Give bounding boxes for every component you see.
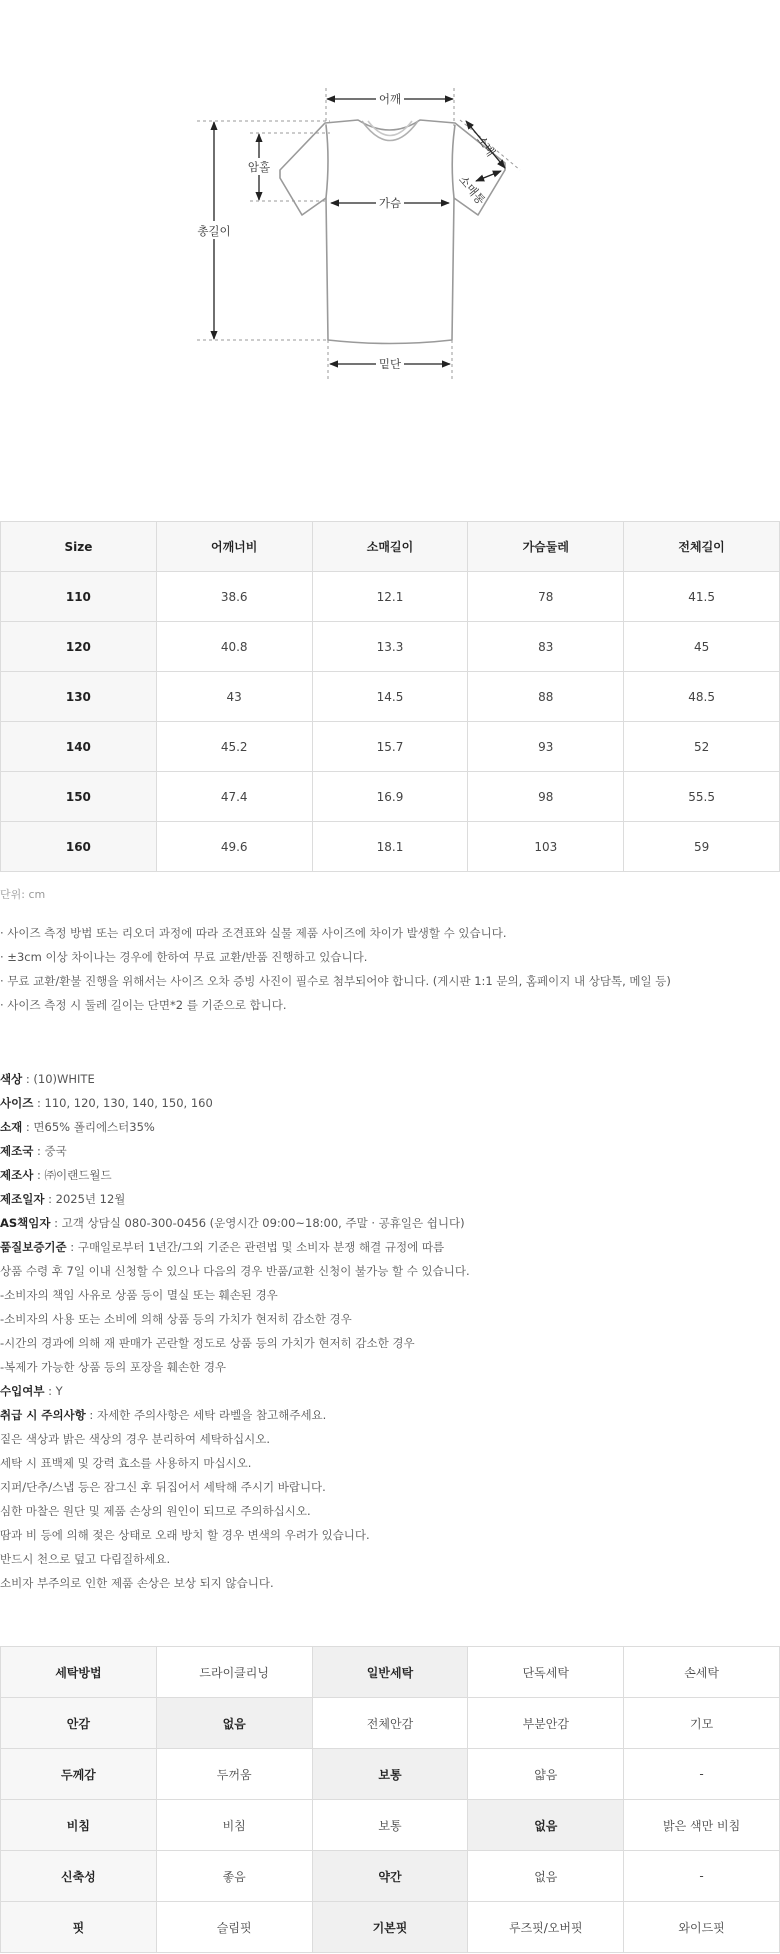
info-line xyxy=(0,1239,470,1263)
info-line xyxy=(0,1527,470,1551)
table-row xyxy=(1,672,780,722)
attribute-option: 루즈핏/오버핏 xyxy=(468,1902,624,1953)
measurement-cell: 78 xyxy=(468,572,624,622)
measurement-cell: 43 xyxy=(156,672,312,722)
unit-note: 단위: cm xyxy=(0,888,46,901)
note-item: · 사이즈 측정 시 둘레 길이는 단면*2 를 기준으로 합니다. xyxy=(0,998,287,1012)
measurement-cell: 88 xyxy=(468,672,624,722)
measurement-cell: 93 xyxy=(468,722,624,772)
attribute-option-selected: 약간 xyxy=(312,1851,468,1902)
armhole-label: 암홀 xyxy=(247,160,271,174)
measurement-cell: 13.3 xyxy=(312,622,468,672)
attribute-header: 비침 xyxy=(1,1800,157,1851)
measurement-cell: 41.5 xyxy=(624,572,780,622)
attribute-option: 와이드핏 xyxy=(624,1902,780,1953)
size-notes xyxy=(0,925,671,1021)
attribute-option: 단독세탁 xyxy=(468,1647,624,1698)
attribute-header: 핏 xyxy=(1,1902,157,1953)
measurement-cell: 15.7 xyxy=(312,722,468,772)
info-value: : 2025년 12월 xyxy=(44,1192,126,1206)
attribute-option: 손세탁 xyxy=(624,1647,780,1698)
note-item: · ±3cm 이상 차이나는 경우에 한하여 무료 교환/반품 진행하고 있습니다. xyxy=(0,950,368,964)
table-row xyxy=(1,1698,780,1749)
measurement-cell: 59 xyxy=(624,822,780,872)
info-value: : Y xyxy=(44,1384,63,1398)
attribute-option: 전체안감 xyxy=(312,1698,468,1749)
size-table-header: Size xyxy=(1,522,157,572)
info-value: : 고객 상담실 080-300-0456 (운영시간 09:00~18:00, 주말 · 공휴일은 쉽니다) xyxy=(50,1216,465,1230)
info-line xyxy=(0,1095,470,1119)
size-table-header: 소매길이 xyxy=(312,522,468,572)
info-line xyxy=(0,1383,470,1407)
info-value: 반드시 천으로 덮고 다림질하세요. xyxy=(0,1552,171,1566)
info-line xyxy=(0,1311,470,1335)
info-line xyxy=(0,1479,470,1503)
table-row xyxy=(1,1800,780,1851)
info-label: 소재 xyxy=(0,1120,23,1134)
measurement-cell: 48.5 xyxy=(624,672,780,722)
measurement-cell: 40.8 xyxy=(156,622,312,672)
info-line xyxy=(0,1143,470,1167)
size-cell: 120 xyxy=(1,622,157,672)
attribute-option: 보통 xyxy=(312,1800,468,1851)
tshirt-outline-icon xyxy=(280,120,505,344)
measurement-cell: 16.9 xyxy=(312,772,468,822)
info-value: : 자세한 주의사항은 세탁 라벨을 참고해주세요. xyxy=(85,1408,327,1422)
info-label: 제조일자 xyxy=(0,1192,45,1206)
attribute-option: 드라이클리닝 xyxy=(156,1647,312,1698)
total-length-label: 총길이 xyxy=(197,224,231,238)
info-value: 지퍼/단추/스냅 등은 잠그신 후 뒤집어서 세탁해 주시기 바랍니다. xyxy=(0,1480,326,1494)
table-row xyxy=(1,822,780,872)
note-item: · 무료 교환/환불 진행을 위해서는 사이즈 오차 증빙 사진이 필수로 첨부되어야 합니다. (게시판 1:1 문의, 홈페이지 내 상담톡, 메일 등) xyxy=(0,974,671,988)
info-value: 세탁 시 표백제 및 강력 효소를 사용하지 마십시오. xyxy=(0,1456,252,1470)
attribute-option: 좋음 xyxy=(156,1851,312,1902)
info-value: 짙은 색상과 밝은 색상의 경우 분리하여 세탁하십시오. xyxy=(0,1432,270,1446)
table-row xyxy=(1,1647,780,1698)
size-cell: 110 xyxy=(1,572,157,622)
info-value: 심한 마찰은 원단 및 제품 손상의 원인이 되므로 주의하십시오. xyxy=(0,1504,311,1518)
measurement-cell: 45.2 xyxy=(156,722,312,772)
attribute-option-selected: 없음 xyxy=(156,1698,312,1749)
attribute-option: 두꺼움 xyxy=(156,1749,312,1800)
sleeve-opening-label: 소매통 xyxy=(455,172,489,208)
info-line xyxy=(0,1119,470,1143)
shoulder-label: 어깨 xyxy=(378,92,402,106)
measurement-cell: 98 xyxy=(468,772,624,822)
size-table-header: 가슴둘레 xyxy=(468,522,624,572)
measurement-cell: 47.4 xyxy=(156,772,312,822)
info-value: : 구매일로부터 1년간/그외 기준은 관련법 및 소비자 분쟁 해결 규정에 따름 xyxy=(66,1240,445,1254)
attribute-header: 안감 xyxy=(1,1698,157,1749)
info-line xyxy=(0,1575,470,1599)
measurement-cell: 55.5 xyxy=(624,772,780,822)
measurement-cell: 52 xyxy=(624,722,780,772)
info-value: 소비자 부주의로 인한 제품 손상은 보상 되지 않습니다. xyxy=(0,1576,274,1590)
info-line xyxy=(0,1335,470,1359)
measurement-cell: 38.6 xyxy=(156,572,312,622)
info-line xyxy=(0,1263,470,1287)
table-row xyxy=(1,772,780,822)
info-label: 제조국 xyxy=(0,1144,34,1158)
info-value: 땀과 비 등에 의해 젖은 상태로 오래 방치 할 경우 변색의 우려가 있습니다. xyxy=(0,1528,370,1542)
info-value: -시간의 경과에 의해 재 판매가 곤란할 정도로 상품 등의 가치가 현저히 감소한 경우 xyxy=(0,1336,415,1350)
table-row xyxy=(1,1902,780,1953)
info-value: : 면65% 폴리에스터35% xyxy=(22,1120,155,1134)
size-table xyxy=(0,521,780,872)
table-row xyxy=(1,1749,780,1800)
info-line xyxy=(0,1551,470,1575)
info-line xyxy=(0,1287,470,1311)
attribute-option: 없음 xyxy=(468,1851,624,1902)
info-value: -소비자의 책임 사유로 상품 등이 멸실 또는 훼손된 경우 xyxy=(0,1288,278,1302)
info-line xyxy=(0,1167,470,1191)
attribute-option: - xyxy=(624,1749,780,1800)
size-table-header: 전체길이 xyxy=(624,522,780,572)
measurement-cell: 12.1 xyxy=(312,572,468,622)
table-row xyxy=(1,572,780,622)
attribute-option-selected: 기본핏 xyxy=(312,1902,468,1953)
info-line xyxy=(0,1071,470,1095)
measurement-cell: 18.1 xyxy=(312,822,468,872)
table-row xyxy=(1,722,780,772)
info-value: : 중국 xyxy=(33,1144,67,1158)
chest-label: 가슴 xyxy=(378,196,402,210)
attribute-option-selected: 없음 xyxy=(468,1800,624,1851)
info-line xyxy=(0,1455,470,1479)
info-value: : (10)WHITE xyxy=(22,1072,95,1086)
product-info xyxy=(0,1071,470,1599)
fabric-care-table xyxy=(0,1646,780,1953)
info-value: : ㈜이랜드월드 xyxy=(33,1168,112,1182)
info-label: 품질보증기준 xyxy=(0,1240,67,1254)
info-line xyxy=(0,1191,470,1215)
info-label: 색상 xyxy=(0,1072,23,1086)
measurement-cell: 83 xyxy=(468,622,624,672)
table-row xyxy=(1,1851,780,1902)
attribute-option: 부분안감 xyxy=(468,1698,624,1749)
info-label: AS책임자 xyxy=(0,1216,51,1230)
info-value: 상품 수령 후 7일 이내 신청할 수 있으나 다음의 경우 반품/교환 신청이 불가능 할 수 있습니다. xyxy=(0,1264,470,1278)
attribute-option-selected: 보통 xyxy=(312,1749,468,1800)
sleeve-label: 소매 xyxy=(473,132,499,160)
size-cell: 150 xyxy=(1,772,157,822)
attribute-header: 두께감 xyxy=(1,1749,157,1800)
info-label: 취급 시 주의사항 xyxy=(0,1408,86,1422)
sleeve-opening-arrow xyxy=(476,171,501,181)
info-line xyxy=(0,1359,470,1383)
info-value: -소비자의 사용 또는 소비에 의해 상품 등의 가치가 현저히 감소한 경우 xyxy=(0,1312,352,1326)
measurement-cell: 103 xyxy=(468,822,624,872)
size-cell: 160 xyxy=(1,822,157,872)
attribute-option: 비침 xyxy=(156,1800,312,1851)
info-label: 사이즈 xyxy=(0,1096,34,1110)
info-label: 수입여부 xyxy=(0,1384,45,1398)
size-table-header-row xyxy=(1,522,780,572)
table-row xyxy=(1,622,780,672)
hem-label: 밑단 xyxy=(378,357,402,371)
info-line xyxy=(0,1503,470,1527)
info-value: -복제가 가능한 상품 등의 포장을 훼손한 경우 xyxy=(0,1360,227,1374)
info-value: : 110, 120, 130, 140, 150, 160 xyxy=(33,1096,213,1110)
measurement-cell: 14.5 xyxy=(312,672,468,722)
note-item: · 사이즈 측정 방법 또는 리오더 과정에 따라 조견표와 실물 제품 사이즈에 차이가 발생할 수 있습니다. xyxy=(0,926,507,940)
size-cell: 130 xyxy=(1,672,157,722)
info-line xyxy=(0,1215,470,1239)
tshirt-size-diagram xyxy=(0,0,780,500)
attribute-option: 슬림핏 xyxy=(156,1902,312,1953)
attribute-option: 밝은 색만 비침 xyxy=(624,1800,780,1851)
attribute-option: - xyxy=(624,1851,780,1902)
attribute-header: 신축성 xyxy=(1,1851,157,1902)
size-cell: 140 xyxy=(1,722,157,772)
measurement-cell: 49.6 xyxy=(156,822,312,872)
attribute-option: 얇음 xyxy=(468,1749,624,1800)
info-label: 제조사 xyxy=(0,1168,34,1182)
size-table-header: 어깨너비 xyxy=(156,522,312,572)
attribute-option-selected: 일반세탁 xyxy=(312,1647,468,1698)
info-line xyxy=(0,1431,470,1455)
measurement-cell: 45 xyxy=(624,622,780,672)
attribute-option: 기모 xyxy=(624,1698,780,1749)
attribute-header: 세탁방법 xyxy=(1,1647,157,1698)
info-line xyxy=(0,1407,470,1431)
